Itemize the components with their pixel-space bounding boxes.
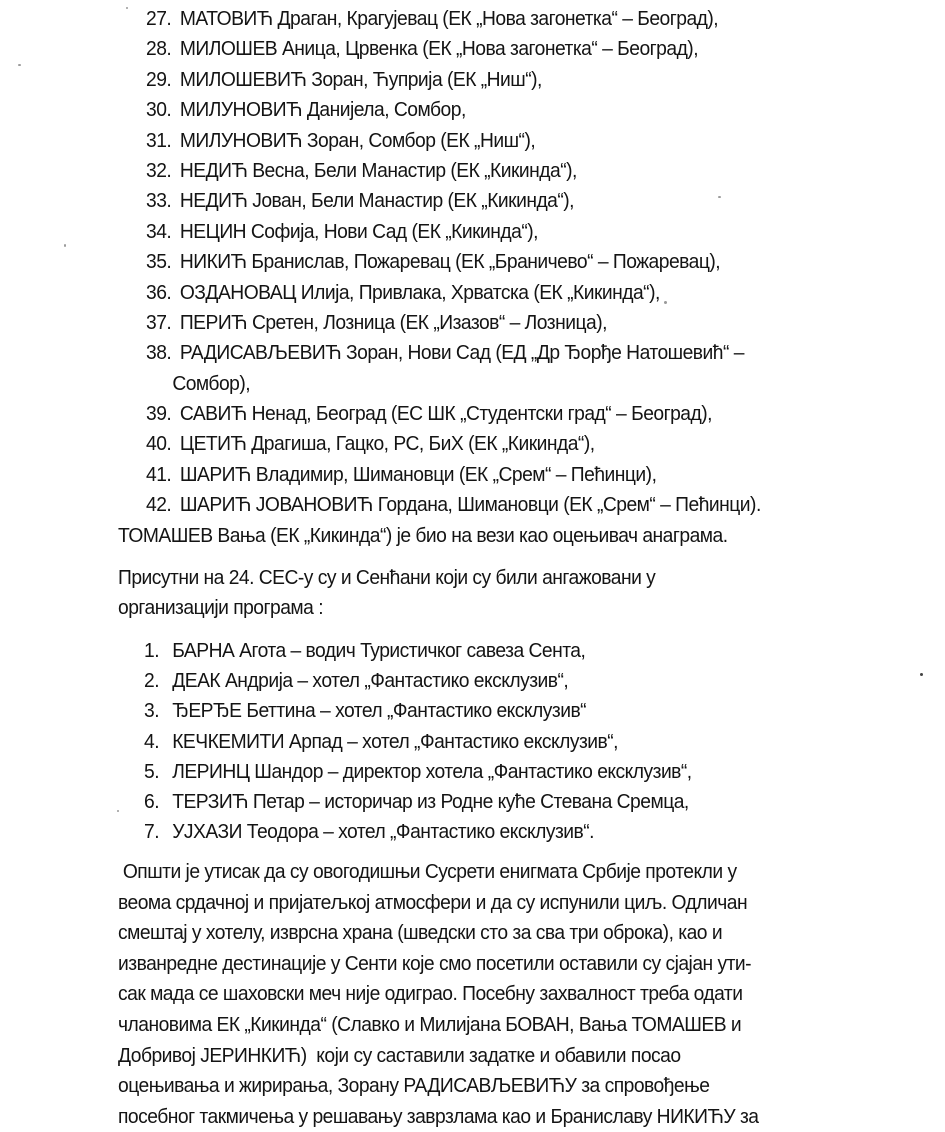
list-item [146,4,761,34]
paragraph-line: оцењивања и жирирања, Зорану РАДИСАВЉЕВИЋУ за спровођење [118,1074,710,1098]
list-item [144,787,692,817]
item-text: НЕДИЋ Јован, Бели Манастир (ЕК „Кикинда“), [179,189,575,213]
scan-speck [64,244,66,247]
list-item [144,817,692,847]
item-number: 38. [146,341,172,365]
scan-speck [126,7,128,9]
list-item [144,727,692,757]
item-number: 30. [146,98,172,122]
list-item [146,156,761,186]
item-number: 41. [146,462,172,486]
item-number: 31. [146,128,172,152]
list-item [144,636,692,666]
scan-speck [920,673,923,676]
list-item [146,338,761,368]
list-item [146,278,761,308]
paragraph-line: посебног такмичења у решавању заврзлама као и Браниславу НИКИЋУ за [118,1104,759,1128]
item-text: ШАРИЋ Владимир, Шимановци (ЕК „Срем“ – Пећинци), [179,462,657,486]
list-item [146,308,761,338]
item-text: КЕЧКЕМИТИ Арпад – хотел „Фантастико ексклузив“, [172,729,618,753]
list-item [146,247,761,277]
item-text: НЕЦИН Софија, Нови Сад (ЕК „Кикинда“), [179,219,538,243]
list-item [144,696,692,726]
item-text: БАРНА Агота – водич Туристичког савеза Сента, [172,639,586,662]
item-number: 40. [146,432,172,456]
item-number: 7. [144,820,160,844]
list-item-continuation: Сомбор), [172,371,251,395]
item-text: ДЕАК Андрија – хотел „Фантастико ексклузив“, [172,669,569,693]
paragraph-line: Добривој ЈЕРИНКИЋ) који су саставили задатке и обавили посао [118,1043,681,1067]
item-text: МАТОВИЋ Драган, Крагујевац (ЕК „Нова загонетка“ – Београд), [179,7,719,30]
scan-speck [664,301,667,304]
paragraph-line: Општи је утисак да су овогодишњи Сусрети енигмата Србије протекли у [118,860,737,883]
item-text: МИЛОШЕВИЋ Зоран, Ћуприја (ЕК „Ниш“), [179,67,542,91]
list-item [146,399,761,429]
item-text: РАДИСАВЉЕВИЋ Зоран, Нови Сад (ЕД „Др Ђорђе Натошевић“ – [179,341,744,365]
item-text: ТЕРЗИЋ Петар – историчар из Родне куће Стевана Сремца, [172,789,689,813]
list-item [146,95,761,125]
list-item [146,217,761,247]
item-text: ПЕРИЋ Сретен, Лозница (ЕК „Изазов“ – Лозница), [179,310,607,334]
paragraph-line: веома срдачној и пријатељкој атмосфери и да су испунили циљ. Одличан [118,890,748,914]
list-item [144,666,692,696]
item-text: ЛЕРИНЦ Шандор – директор хотела „Фантастико ексклузив“, [172,759,692,783]
scan-speck [117,810,119,812]
item-text: НЕДИЋ Весна, Бели Манастир (ЕК „Кикинда“), [179,158,577,182]
item-number: 37. [146,310,172,334]
list-item [146,186,761,216]
paragraph-line: организацији програма : [118,596,324,619]
item-number: 3. [144,699,160,723]
item-number: 28. [146,37,172,61]
item-text: УЈХАЗИ Теодора – хотел „Фантастико ексклузив“. [172,820,594,844]
item-text: ОЗДАНОВАЦ Илија, Привлака, Хрватска (ЕК „Кикинда“), [179,280,660,304]
item-text: МИЛОШЕВ Аница, Црвенка (ЕК „Нова загонетка“ – Београд), [179,37,699,61]
item-number: 34. [146,219,172,243]
scan-speck [18,64,21,66]
item-text: ШАРИЋ ЈОВАНОВИЋ Гордана, Шимановци (ЕК „Срем“ – Пећинци). [179,493,761,517]
item-text: МИЛУНОВИЋ Зоран, Сомбор (ЕК „Ниш“), [179,128,536,152]
item-number: 36. [146,280,172,304]
list-item [144,757,692,787]
item-number: 39. [146,402,172,426]
item-number: 33. [146,189,172,213]
list-item [146,490,761,520]
paragraph-line: изванредне дестинације у Сенти које смо посетили оставили су сјајан ути- [118,951,752,975]
item-number: 27. [146,7,172,30]
item-number: 6. [144,789,160,813]
participants-list [146,4,800,521]
paragraph-anagram-judge: ТОМАШЕВ Вања (ЕК „Кикинда“) је био на вези као оцењивач анаграма. [118,524,728,547]
item-text: НИКИЋ Бранислав, Пожаревац (ЕК „Браничево“ – Пожаревац), [179,250,721,274]
item-number: 2. [144,669,160,693]
item-number: 29. [146,67,172,91]
paragraph-impression [118,857,799,1132]
item-text: САВИЋ Ненад, Београд (ЕС ШК „Студентски град“ – Београд), [179,402,712,426]
list-item [146,126,761,156]
list-item [146,65,761,95]
paragraph-line: смештај у хотелу, изврсна храна (шведски сто за сва три оброка), као и [118,921,723,945]
item-number: 35. [146,250,172,274]
item-number: 42. [146,493,172,517]
organizers-list [144,636,727,847]
item-number: 1. [144,639,160,662]
item-text: МИЛУНОВИЋ Данијела, Сомбор, [179,98,466,122]
item-text: ЂЕРЂЕ Беттина – хотел „Фантастико ексклузив“ [172,699,587,723]
list-item [146,460,761,490]
paragraph-line: члановима ЕК „Кикинда“ (Славко и Милијана БОВАН, Вања ТОМАШЕВ и [118,1012,742,1036]
paragraph-present-locals [118,563,690,623]
scan-speck [718,196,721,198]
item-number: 32. [146,158,172,182]
item-number: 5. [144,759,160,783]
item-number: 4. [144,729,160,753]
paragraph-line: Присутни на 24. СЕС-у су и Сенћани који су били ангажовани у [118,566,656,589]
paragraph-line: сак мада се шаховски меч није одиграо. Посебну захвалност треба одати [118,982,743,1006]
list-item [146,34,761,64]
list-item [146,429,761,459]
item-text: ЦЕТИЋ Драгиша, Гацко, РС, БиХ (ЕК „Кикинда“), [179,432,595,456]
